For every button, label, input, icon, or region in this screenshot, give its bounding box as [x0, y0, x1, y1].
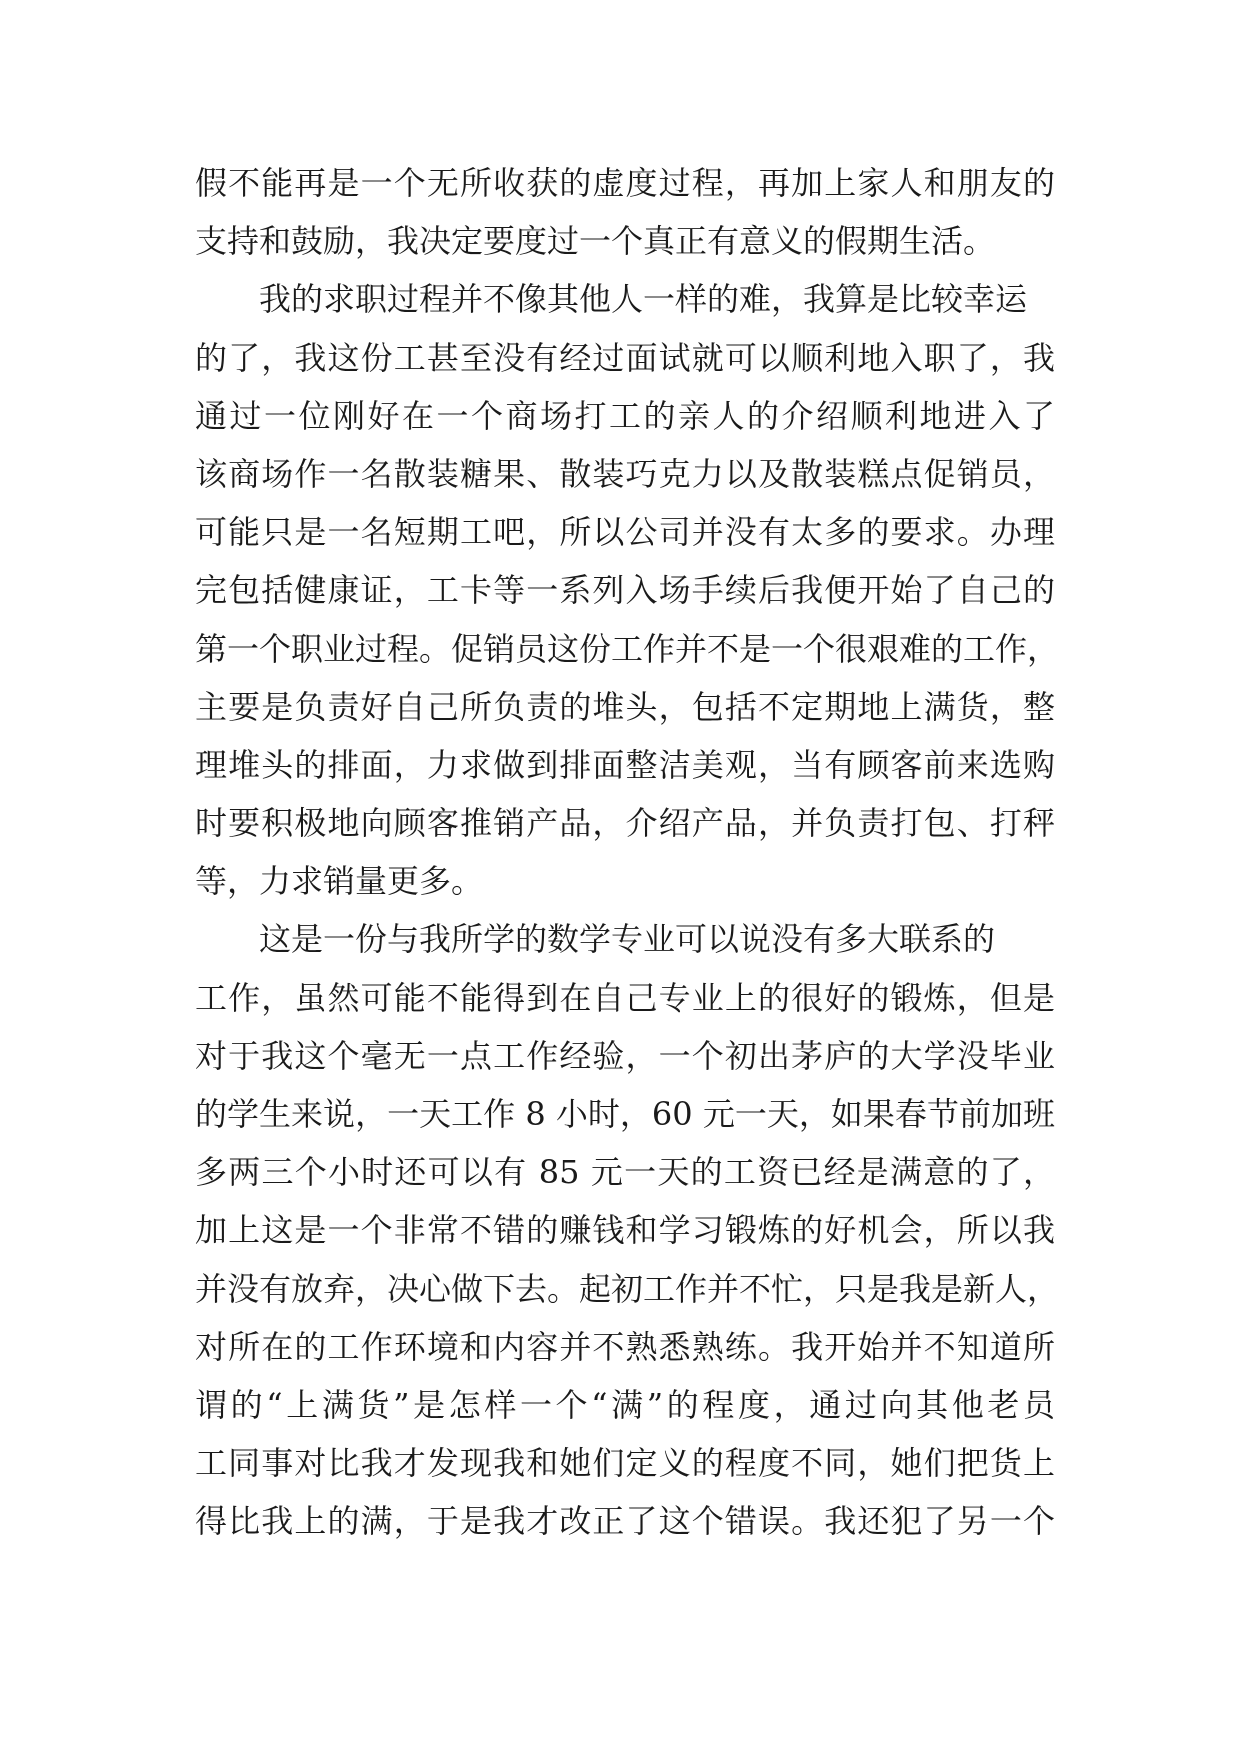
text-line: 通过一位刚好在一个商场打工的亲人的介绍顺利地进入了 [195, 396, 1055, 435]
text-line: 对所在的工作环境和内容并不熟悉熟练。我开始并不知道所 [195, 1327, 1055, 1366]
text-line: 工同事对比我才发现我和她们定义的程度不同，她们把货上 [195, 1444, 1055, 1483]
text-line: 加上这是一个非常不错的赚钱和学习锻炼的好机会，所以我 [195, 1211, 1055, 1250]
text-line: 等，力求销量更多。 [195, 862, 484, 901]
text-line: 工作，虽然可能不能得到在自己专业上的很好的锻炼，但是 [195, 978, 1055, 1017]
text-line: 多两三个小时还可以有 85 元一天的工资已经是满意的了， [195, 1153, 1055, 1192]
paragraph-first-line: 我的求职过程并不像其他人一样的难，我算是比较幸运 [259, 280, 1028, 319]
text-line: 得比我上的满，于是我才改正了这个错误。我还犯了另一个 [195, 1502, 1055, 1541]
text-line: 理堆头的排面，力求做到排面整洁美观，当有顾客前来选购 [195, 745, 1055, 784]
text-line: 支持和鼓励，我决定要度过一个真正有意义的假期生活。 [195, 222, 996, 261]
body-text [195, 154, 1060, 1551]
text-line: 假不能再是一个无所收获的虚度过程，再加上家人和朋友的 [195, 164, 1055, 202]
paragraph-first-line: 这是一份与我所学的数学专业可以说没有多大联系的 [259, 920, 996, 959]
text-line: 的了，我这份工甚至没有经过面试就可以顺利地入职了，我 [195, 338, 1055, 377]
text-line: 第一个职业过程。促销员这份工作并不是一个很艰难的工作， [195, 629, 1060, 668]
text-line: 并没有放弃，决心做下去。起初工作并不忙，只是我是新人， [195, 1269, 1060, 1308]
text-line: 该商场作一名散装糖果、散装巧克力以及散装糕点促销员， [195, 454, 1055, 493]
text-line: 主要是负责好自己所负责的堆头，包括不定期地上满货，整 [195, 687, 1055, 726]
text-line: 时要积极地向顾客推销产品，介绍产品，并负责打包、打秤 [195, 804, 1055, 843]
text-line: 对于我这个毫无一点工作经验，一个初出茅庐的大学没毕业 [195, 1036, 1055, 1075]
text-line: 可能只是一名短期工吧，所以公司并没有太多的要求。办理 [195, 513, 1055, 552]
text-line: 谓的“上满货”是怎样一个“满”的程度，通过向其他老员 [195, 1385, 1055, 1424]
text-line: 完包括健康证，工卡等一系列入场手续后我便开始了自己的 [195, 571, 1055, 610]
text-line: 的学生来说，一天工作 8 小时，60 元一天，如果春节前加班 [195, 1095, 1055, 1133]
